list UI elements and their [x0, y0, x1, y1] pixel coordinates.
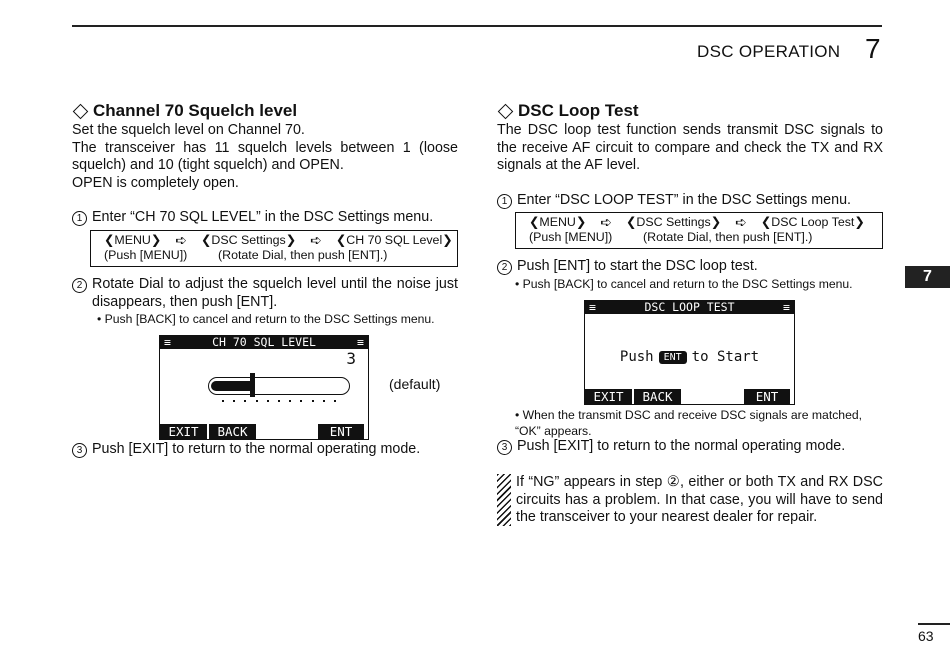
squelch-slider-fill — [211, 381, 252, 391]
softkey-exit: EXIT — [585, 389, 632, 404]
step-text: Push [EXIT] to return to the normal operating mode. — [517, 438, 846, 454]
right-column — [497, 100, 883, 292]
intro-line-2: The transceiver has 11 squelch levels between 1 (loose squelch) and 10 (tight squelch) and OPEN. — [72, 139, 458, 174]
menu-path-item: ❮DSC Settings❯ — [625, 215, 722, 230]
menu-path-item: ❮MENU❯ — [529, 215, 587, 230]
step-text: Enter “DSC LOOP TEST” in the DSC Settings menu. — [517, 191, 851, 208]
step-number: 3 — [72, 443, 87, 458]
menu-path-box — [515, 212, 883, 249]
softkey-ent: ENT — [318, 424, 364, 439]
menu-path-box — [90, 230, 458, 267]
softkey-ent: ENT — [744, 389, 790, 404]
step-3-left — [72, 441, 458, 459]
step-note-match: • When the transmit DSC and receive DSC signals are matched, “OK” appears. — [515, 408, 863, 438]
footer-rule — [918, 623, 950, 625]
squelch-tick — [312, 400, 314, 402]
step-1 — [72, 209, 458, 227]
arrow-right-icon: ➪ — [600, 214, 612, 231]
step-text: Push [ENT] to start the DSC loop test. — [517, 258, 758, 275]
softkey-back: BACK — [209, 424, 256, 439]
squelch-tick — [267, 400, 269, 402]
intro-paragraph: The DSC loop test function sends transmit DSC signals to the receive AF circuit to compare and check the TX and RX signals at the AF level. — [497, 122, 883, 174]
step-number: 1 — [72, 211, 87, 226]
chapter-number: 7 — [865, 33, 881, 64]
menu-path-item: ❮CH 70 SQL Level❯ — [335, 232, 453, 247]
squelch-slider-track — [208, 377, 350, 395]
squelch-slider-knob — [250, 373, 255, 397]
lcd-message-push: Push — [619, 349, 654, 365]
ent-key-icon: ENT — [659, 351, 687, 364]
section-header-title: DSC OPERATION — [697, 42, 841, 61]
note-box — [497, 474, 883, 527]
squelch-tick — [244, 400, 246, 402]
softkey-spacer — [258, 424, 318, 439]
note-text: If “NG” appears in step ②, either or both TX and RX DSC circuits has a problem. In that case, you will have to send the transceiver to your nearest dealer for repair. — [516, 474, 883, 526]
chapter-tab: 7 — [905, 266, 950, 288]
menu-path-item: ❮MENU❯ — [104, 232, 162, 247]
lcd-title-bar — [160, 336, 368, 349]
lcd-loop-test-screen — [584, 300, 795, 405]
menu-action-text: (Push [MENU]) — [529, 230, 613, 245]
step-number: 1 — [497, 194, 512, 209]
lcd-softkey-bar — [585, 389, 794, 404]
squelch-tick — [300, 400, 302, 402]
lcd-title-bar — [585, 301, 794, 314]
arrow-right-icon: ➪ — [735, 214, 747, 231]
note-hatch-icon — [497, 474, 511, 526]
step-number: 3 — [497, 440, 512, 455]
step-2 — [497, 258, 883, 276]
step-3-right — [497, 438, 883, 456]
step-2 — [72, 276, 458, 311]
menu-lines-icon: ≡ — [783, 300, 790, 314]
menu-lines-icon: ≡ — [357, 335, 364, 349]
menu-lines-icon: ≡ — [164, 335, 171, 349]
squelch-tick — [233, 400, 235, 402]
intro-line-3: OPEN is completely open. — [72, 174, 239, 191]
top-rule — [72, 25, 882, 27]
step-text: Enter “CH 70 SQL LEVEL” in the DSC Settings menu. — [92, 209, 434, 226]
default-label: (default) — [389, 376, 441, 392]
lcd-softkey-bar — [160, 424, 368, 439]
step-text: Rotate Dial to adjust the squelch level until the noise just disappears, then push [ENT]. — [92, 275, 458, 310]
squelch-tick — [334, 400, 336, 402]
step-note: • Push [BACK] to cancel and return to the DSC Settings menu. — [97, 312, 435, 327]
step-number: 2 — [72, 278, 87, 293]
lcd-message — [585, 349, 794, 365]
section-title-text: DSC Loop Test — [518, 101, 639, 120]
step-number: 2 — [497, 260, 512, 275]
lcd-title: DSC LOOP TEST — [644, 300, 735, 314]
lcd-title: CH 70 SQL LEVEL — [212, 335, 316, 349]
section-title-loop-test — [497, 100, 883, 122]
step-text: Push [EXIT] to return to the normal operating mode. — [92, 441, 421, 457]
squelch-ticks — [222, 400, 334, 404]
diamond-icon — [498, 103, 514, 119]
menu-action-text: (Push [MENU]) — [104, 247, 188, 262]
squelch-tick — [289, 400, 291, 402]
arrow-right-icon: ➪ — [310, 231, 322, 248]
squelch-tick — [323, 400, 325, 402]
section-title-squelch — [72, 100, 458, 122]
menu-path-item: ❮DSC Loop Test❯ — [760, 215, 865, 230]
lcd-level-value: 3 — [346, 349, 356, 368]
softkey-spacer — [683, 389, 744, 404]
menu-action-text: (Rotate Dial, then push [ENT].) — [643, 230, 813, 245]
menu-action-text: (Rotate Dial, then push [ENT].) — [218, 247, 388, 262]
intro-line-1: Set the squelch level on Channel 70. — [72, 122, 305, 138]
menu-path-item: ❮DSC Settings❯ — [200, 232, 297, 247]
softkey-exit: EXIT — [160, 424, 207, 439]
lcd-message-rest: to Start — [691, 349, 760, 365]
arrow-right-icon: ➪ — [175, 231, 187, 248]
squelch-tick — [256, 400, 258, 402]
squelch-tick — [222, 400, 224, 402]
left-column — [72, 100, 458, 327]
squelch-tick — [278, 400, 280, 402]
step-note: • Push [BACK] to cancel and return to the DSC Settings menu. — [515, 276, 853, 291]
diamond-icon — [73, 103, 89, 119]
softkey-back: BACK — [634, 389, 681, 404]
step-1 — [497, 192, 883, 210]
section-title-text: Channel 70 Squelch level — [93, 101, 298, 120]
menu-lines-icon: ≡ — [589, 300, 596, 314]
lcd-squelch-screen — [159, 335, 369, 440]
page-number: 63 — [918, 628, 934, 644]
